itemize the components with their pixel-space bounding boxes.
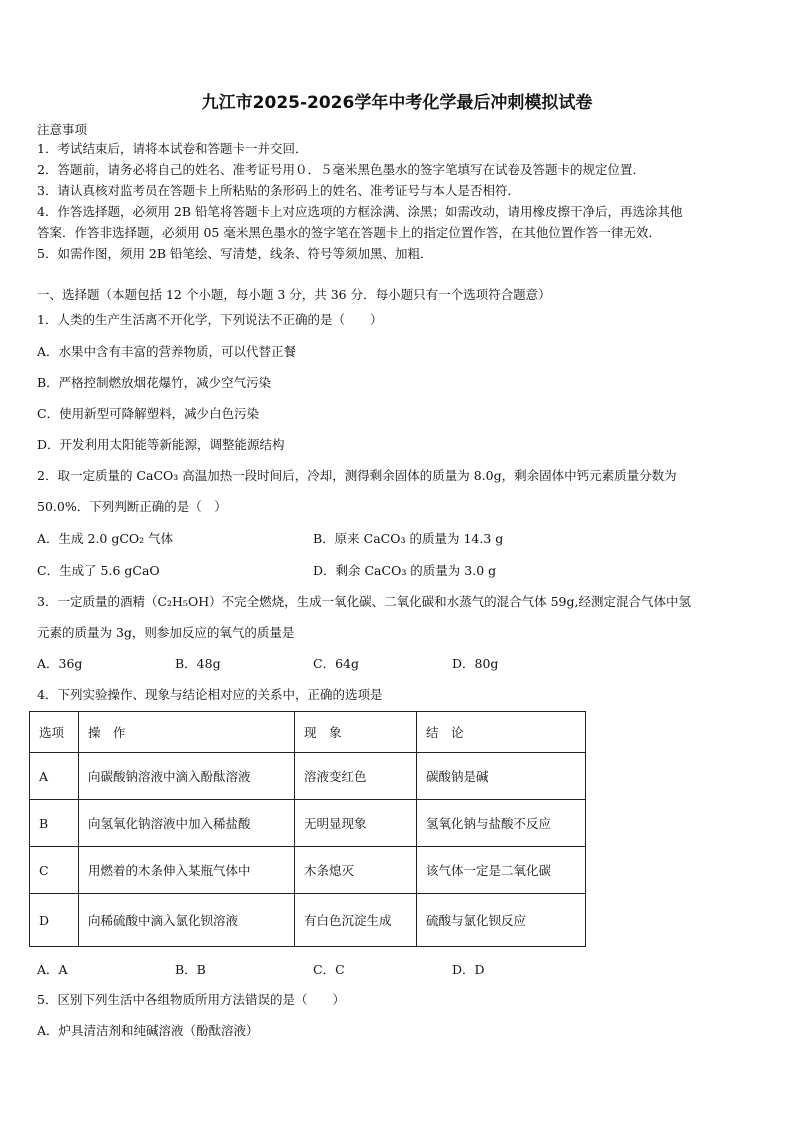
q3-option-d: D．80g	[452, 656, 499, 671]
table-cell: 碳酸钠是碱	[417, 753, 586, 800]
table-cell: 溶液变红色	[295, 753, 417, 800]
table-cell: 用燃着的木条伸入某瓶气体中	[79, 847, 295, 894]
notice-item: 3．请认真核对监考员在答题卡上所粘贴的条形码上的姓名、准考证号与本人是否相符．	[37, 183, 520, 198]
page-title: 九江市2025-2026学年中考化学最后冲刺模拟试卷	[201, 93, 593, 113]
table-cell: C	[30, 847, 79, 894]
q3-stem: 3．一定质量的酒精（C₂H₅OH）不完全燃烧，生成一氧化碳、二氧化碳和水蒸气的混合气体 59g,经测定混合气体中氢	[37, 594, 691, 609]
q2-option-a: A．生成 2.0 gCO₂ 气体	[37, 531, 174, 546]
table-cell: 有白色沉淀生成	[295, 894, 417, 947]
table-header: 操 作	[79, 712, 295, 753]
q1-option-c: C．使用新型可降解塑料，减少白色污染	[37, 406, 260, 421]
q4-option-b: B．B	[175, 962, 206, 977]
table-cell: 向稀硫酸中滴入氯化钡溶液	[79, 894, 295, 947]
notice-heading: 注意事项	[37, 122, 88, 137]
q2-option-c: C．生成了 5.6 gCaO	[37, 563, 160, 578]
notice-item: 答案．作答非选择题，必须用 05 毫米黑色墨水的签字笔在答题卡上的指定位置作答，在其他位置作答一律无效．	[37, 225, 661, 240]
q5-option-a: A．炉具清洁剂和纯碱溶液（酚酞溶液）	[37, 1023, 259, 1038]
notice-item: 2．答题前，请务必将自己的姓名、准考证号用０．５毫米黑色墨水的签字笔填写在试卷及答题卡的规定位置．	[37, 162, 645, 177]
table-row	[30, 753, 586, 800]
table-header-row	[30, 712, 586, 753]
q1-option-b: B．严格控制燃放烟花爆竹，减少空气污染	[37, 375, 272, 390]
q3-option-c: C．64g	[313, 656, 359, 671]
table-cell: B	[30, 800, 79, 847]
section-heading: 一、选择题（本题包括 12 个小题，每小题 3 分，共 36 分．每小题只有一个选项符合题意）	[37, 287, 551, 302]
table-cell: 无明显现象	[295, 800, 417, 847]
table-cell: D	[30, 894, 79, 947]
table-row	[30, 894, 586, 947]
q4-option-d: D．D	[452, 962, 485, 977]
q1-stem: 1．人类的生产生活离不开化学，下列说法不正确的是（ ）	[37, 312, 383, 327]
table-cell: A	[30, 753, 79, 800]
q2-option-d: D．剩余 CaCO₃ 的质量为 3.0 g	[313, 563, 497, 578]
table-header: 结 论	[417, 712, 586, 753]
table-row	[30, 800, 586, 847]
table-cell: 氢氧化钠与盐酸不反应	[417, 800, 586, 847]
table-cell: 木条熄灭	[295, 847, 417, 894]
q3-option-a: A．36g	[37, 656, 83, 671]
q2-stem: 2．取一定质量的 CaCO₃ 高温加热一段时间后，冷却，测得剩余固体的质量为 8.0g，剩余固体中钙元素质量分数为	[37, 468, 677, 483]
notice-item: 4．作答选择题，必须用 2B 铅笔将答题卡上对应选项的方框涂满、涂黑；如需改动，请用橡皮擦干净后，再选涂其他	[37, 204, 683, 219]
table-cell: 向氢氧化钠溶液中加入稀盐酸	[79, 800, 295, 847]
notice-item: 1．考试结束后，请将本试卷和答题卡一并交回．	[37, 141, 308, 156]
q2-stem-cont: 50.0%．下列判断正确的是（ ）	[37, 499, 227, 514]
table-header: 选项	[30, 712, 79, 753]
q4-stem: 4．下列实验操作、现象与结论相对应的关系中，正确的选项是	[37, 687, 383, 702]
q3-option-b: B．48g	[175, 656, 221, 671]
table-row	[30, 847, 586, 894]
q3-stem-cont: 元素的质量为 3g，则参加反应的氧气的质量是	[37, 625, 295, 640]
notice-item: 5．如需作图，须用 2B 铅笔绘、写清楚，线条、符号等须加黑、加粗．	[37, 246, 433, 261]
experiment-table	[29, 711, 586, 947]
table-cell: 该气体一定是二氧化碳	[417, 847, 586, 894]
q1-option-d: D．开发利用太阳能等新能源，调整能源结构	[37, 437, 285, 452]
q5-stem: 5．区别下列生活中各组物质所用方法错误的是（ ）	[37, 992, 345, 1007]
q4-option-c: C．C	[313, 962, 345, 977]
q2-option-b: B．原来 CaCO₃ 的质量为 14.3 g	[313, 531, 504, 546]
q4-option-a: A．A	[37, 962, 68, 977]
table-header: 现 象	[295, 712, 417, 753]
table-cell: 向碳酸钠溶液中滴入酚酞溶液	[79, 753, 295, 800]
table-cell: 硫酸与氯化钡反应	[417, 894, 586, 947]
q1-option-a: A．水果中含有丰富的营养物质，可以代替正餐	[37, 344, 297, 359]
